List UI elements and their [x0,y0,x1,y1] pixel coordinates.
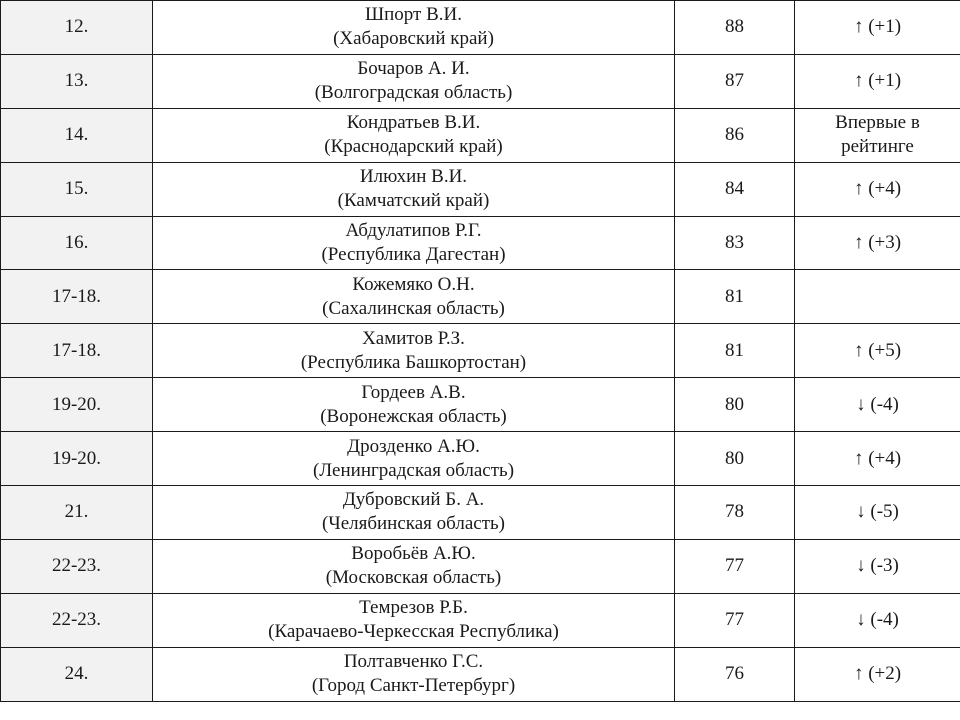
score-cell: 87 [675,54,795,108]
governor-region: (Московская область) [325,567,502,589]
governor-region: (Ленинградская область) [312,459,515,481]
change-value: ↑ (+3) [853,232,902,253]
score-cell: 83 [675,216,795,270]
change-value: ↓ (-4) [856,609,899,631]
governor-cell [153,432,675,486]
rank-cell: 17-18. [1,270,153,324]
change-cell [795,108,960,162]
table-row [1,1,960,55]
score-cell: 81 [675,270,795,324]
change-value: ↑ (+2) [853,663,902,685]
score-cell: 80 [675,432,795,486]
score-cell: 80 [675,378,795,432]
governor-cell [153,216,675,270]
governor-cell [153,539,675,593]
governor-name: Кондратьев В.И. [346,112,481,134]
change-value: ↑ (+1) [853,16,902,38]
governor-cell [153,162,675,216]
score-cell: 77 [675,539,795,593]
governor-region: (Волгоградская область) [314,82,513,104]
rank-cell: 14. [1,108,153,162]
rank-cell: 22-23. [1,593,153,647]
governor-cell [153,1,675,55]
governor-cell [153,270,675,324]
table-row [1,162,960,216]
governor-region: (Воронежская область) [320,405,507,427]
governor-name: Бочаров А. И. [357,58,470,80]
rank-cell: 13. [1,54,153,108]
rank-cell: 12. [1,1,153,55]
governor-name: Кожемяко О.Н. [352,273,475,295]
governor-name: Хамитов Р.З. [362,327,465,349]
change-cell [795,324,960,378]
governor-region: (Краснодарский край) [324,136,503,158]
table-row [1,108,960,162]
change-cell [795,378,960,432]
table-row [1,270,960,324]
change-value: ↑ (+5) [853,339,902,361]
score-cell: 86 [675,108,795,162]
rank-cell: 24. [1,647,153,701]
change-value: ↓ (-5) [856,501,899,523]
governor-cell [153,54,675,108]
rank-cell: 19-20. [1,432,153,486]
change-value: ↑ (+1) [853,70,902,92]
governor-region: (Сахалинская область) [322,297,505,319]
governor-cell [153,647,675,701]
rank-cell: 19-20. [1,378,153,432]
change-value: ↑ (+4) [853,447,902,469]
table-row [1,593,960,647]
change-value: ↓ (-3) [856,555,899,577]
governor-name: Гордеев А.В. [361,381,466,403]
rank-cell: 15. [1,162,153,216]
score-cell: 84 [675,162,795,216]
governor-region: (Камчатский край) [337,190,490,212]
table-row [1,324,960,378]
governor-cell [153,378,675,432]
rank-cell: 21. [1,486,153,540]
governor-cell [153,108,675,162]
governor-name: Дрозденко А.Ю. [347,435,480,457]
rating-table-body [1,1,960,702]
change-cell [795,593,960,647]
governor-region: (Карачаево-Черкесская Республика) [268,621,559,643]
governor-region: (Хабаровский край) [333,28,494,50]
rank-cell: 22-23. [1,539,153,593]
change-cell [795,54,960,108]
change-cell [795,432,960,486]
table-row [1,539,960,593]
governor-name: Полтавченко Г.С. [343,651,484,673]
rank-cell: 17-18. [1,324,153,378]
governor-name: Шпорт В.И. [364,4,463,26]
governor-cell [153,593,675,647]
table-row [1,378,960,432]
governor-region: (Челябинская область) [322,513,505,535]
change-value: Впервые в рейтинге [835,112,920,158]
score-cell: 77 [675,593,795,647]
governor-cell [153,324,675,378]
score-cell: 76 [675,647,795,701]
score-cell: 81 [675,324,795,378]
governor-region: (Республика Башкортостан) [300,351,527,373]
governor-name: Темрезов Р.Б. [359,597,468,619]
change-cell [795,162,960,216]
change-cell [795,1,960,55]
governor-name: Абдулатипов Р.Г. [345,220,482,241]
governor-name: Дубровский Б. А. [342,489,485,511]
table-row [1,54,960,108]
change-cell [795,486,960,540]
governor-region: (Республика Дагестан) [321,244,506,265]
rank-cell: 16. [1,216,153,270]
score-cell: 88 [675,1,795,55]
table-row [1,486,960,540]
governor-name: Воробьёв А.Ю. [351,543,476,565]
change-cell [795,270,960,324]
table-row [1,432,960,486]
change-value: ↓ (-4) [856,393,899,415]
change-cell [795,539,960,593]
change-cell [795,216,960,270]
change-cell [795,647,960,701]
table-row [1,647,960,701]
change-value: ↑ (+4) [853,178,902,200]
governor-cell [153,486,675,540]
governor-name: Илюхин В.И. [359,166,468,188]
governor-region: (Город Санкт-Петербург) [311,675,516,697]
score-cell: 78 [675,486,795,540]
table-row [1,216,960,270]
